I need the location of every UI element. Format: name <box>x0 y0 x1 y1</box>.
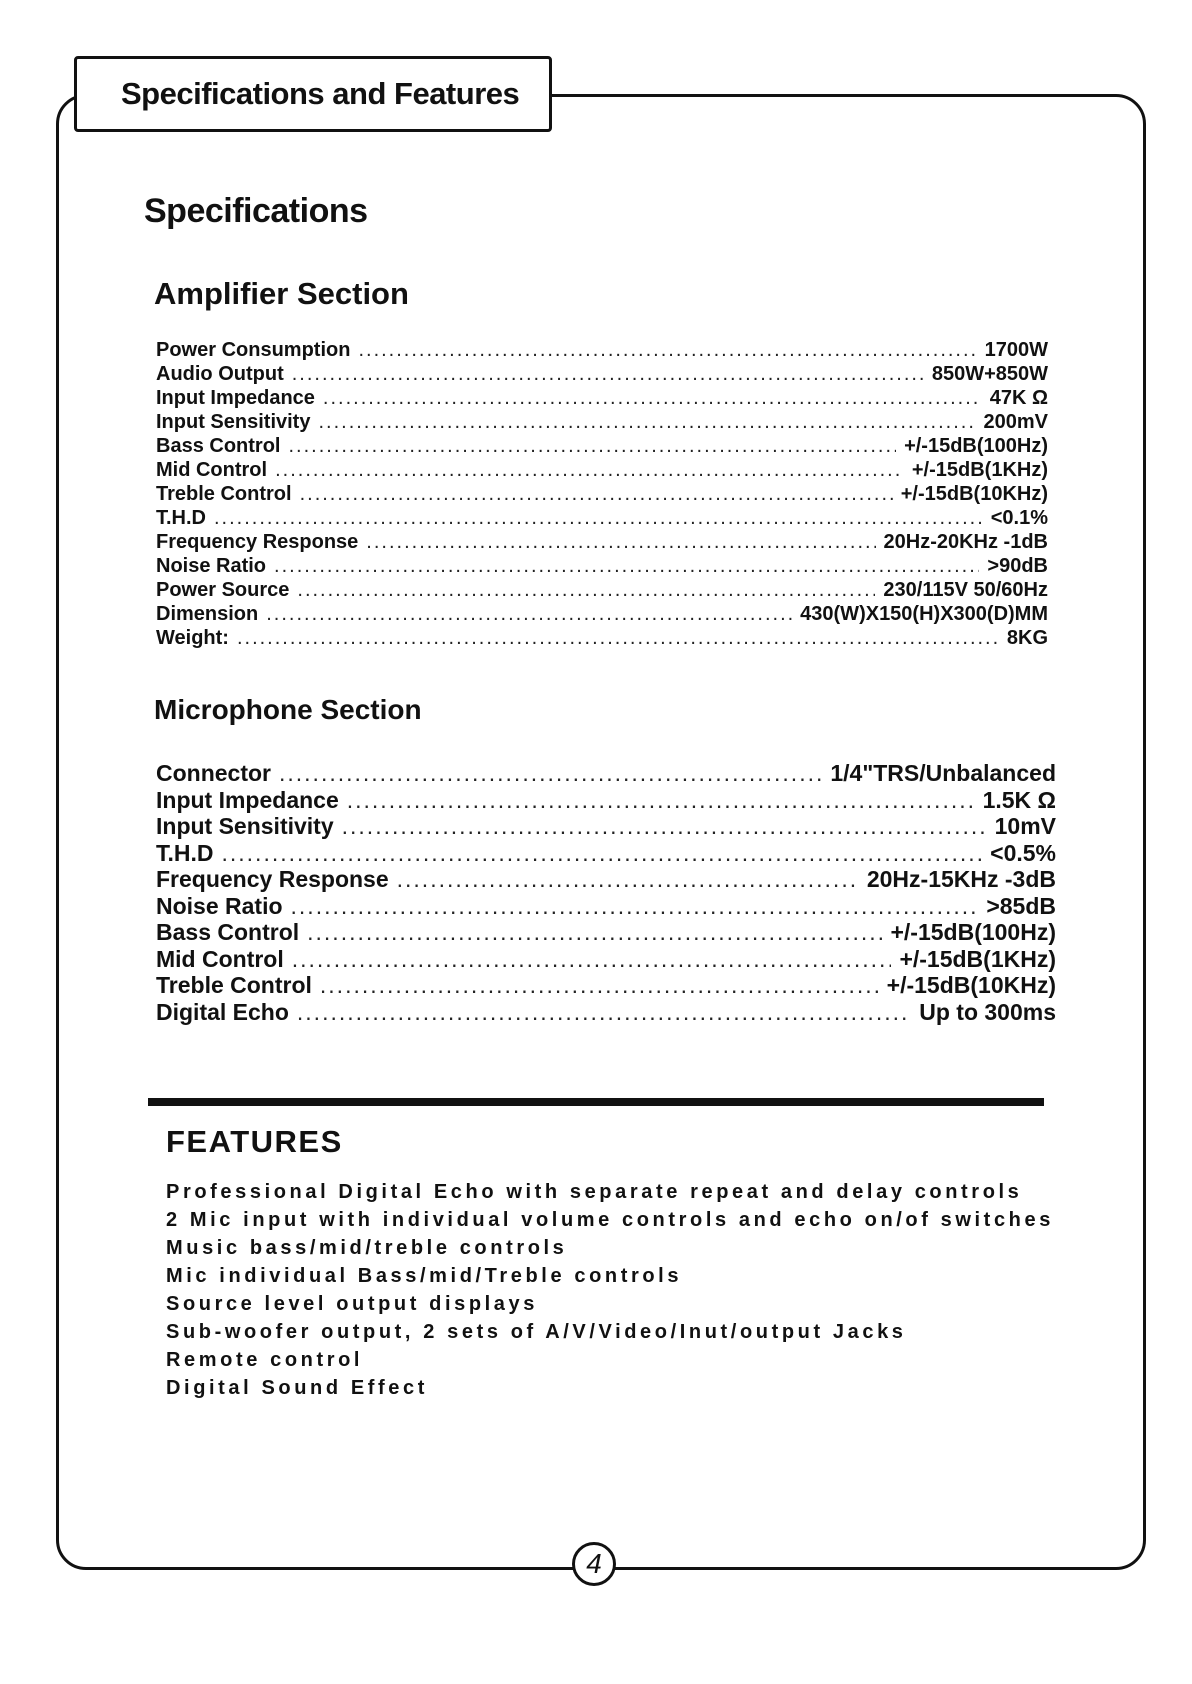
spec-value: +/-15dB(1KHz) <box>899 945 1056 972</box>
feature-item: Music bass/mid/treble controls <box>166 1237 568 1259</box>
leader-dots <box>397 866 859 893</box>
spec-label: Noise Ratio <box>156 555 267 577</box>
spec-row <box>156 946 1056 973</box>
spec-row <box>156 410 1048 434</box>
spec-label: Mid Control <box>156 945 284 972</box>
spec-value: 430(W)X150(H)X300(D)MM <box>800 603 1048 625</box>
microphone-section-title: Microphone Section <box>154 694 422 725</box>
leader-dots <box>291 893 979 920</box>
spec-row <box>156 866 1056 893</box>
leader-dots <box>214 506 983 530</box>
spec-row <box>156 787 1056 814</box>
leader-dots <box>297 578 875 602</box>
spec-value: +/-15dB(10KHz) <box>900 483 1048 505</box>
spec-value: 1.5K Ω <box>982 786 1056 813</box>
leader-dots <box>320 972 879 999</box>
spec-label: Input Impedance <box>156 786 339 813</box>
spec-row <box>156 626 1048 650</box>
spec-value: Up to 300ms <box>919 998 1056 1025</box>
spec-row <box>156 458 1048 482</box>
spec-value: +/-15dB(100Hz) <box>904 435 1048 457</box>
leader-dots <box>292 946 892 973</box>
spec-row <box>156 338 1048 362</box>
spec-row <box>156 972 1056 999</box>
spec-value: 230/115V 50/60Hz <box>883 579 1048 601</box>
spec-row <box>156 760 1056 787</box>
spec-value: 10mV <box>994 813 1056 839</box>
feature-item: Sub-woofer output, 2 sets of A/V/Video/Inut/output Jacks <box>166 1321 907 1343</box>
spec-value: 20Hz-20KHz -1dB <box>883 531 1048 553</box>
feature-item: 2 Mic input with individual volume controls and echo on/of switches <box>166 1209 1054 1231</box>
spec-label: Bass Control <box>156 919 300 945</box>
spec-label: Input Impedance <box>156 387 315 409</box>
spec-row <box>156 999 1056 1026</box>
spec-value: +/-15dB(10KHz) <box>886 972 1056 998</box>
specifications-title: Specifications <box>144 192 368 230</box>
spec-row <box>156 602 1048 626</box>
leader-dots <box>347 787 975 814</box>
spec-value: <0.1% <box>990 507 1048 529</box>
leader-dots <box>275 458 904 482</box>
spec-label: Audio Output <box>156 363 284 385</box>
leader-dots <box>266 602 792 626</box>
spec-label: Power Consumption <box>156 339 351 361</box>
header-tab-title: Specifications and Features <box>121 76 520 111</box>
spec-row <box>156 434 1048 458</box>
spec-row <box>156 554 1048 578</box>
spec-row <box>156 893 1056 920</box>
spec-value: 200mV <box>983 411 1048 433</box>
leader-dots <box>237 626 999 650</box>
spec-label: T.H.D <box>156 507 206 529</box>
leader-dots <box>342 813 987 840</box>
spec-label: Input Sensitivity <box>156 411 311 433</box>
leader-dots <box>279 760 822 787</box>
spec-value: 1700W <box>984 339 1048 361</box>
leader-dots <box>366 530 875 554</box>
spec-label: Mid Control <box>156 459 268 481</box>
spec-label: Treble Control <box>156 972 312 998</box>
feature-item: Digital Sound Effect <box>166 1377 428 1399</box>
spec-label: Frequency Response <box>156 866 389 892</box>
features-list <box>166 1178 1054 1402</box>
spec-label: Connector <box>156 760 271 786</box>
feature-item: Professional Digital Echo with separate repeat and delay controls <box>166 1181 1023 1203</box>
spec-row <box>156 482 1048 506</box>
spec-label: Digital Echo <box>156 998 289 1025</box>
feature-item: Mic individual Bass/mid/Treble controls <box>166 1265 683 1287</box>
spec-value: 20Hz-15KHz -3dB <box>866 866 1056 892</box>
spec-value: 8KG <box>1006 627 1048 649</box>
leader-dots <box>297 999 911 1026</box>
spec-row <box>156 386 1048 410</box>
spec-value: >90dB <box>987 555 1048 577</box>
spec-value: 47K Ω <box>989 387 1048 409</box>
leader-dots <box>292 362 924 386</box>
amplifier-section-title: Amplifier Section <box>154 276 409 311</box>
spec-label: Frequency Response <box>156 531 359 553</box>
spec-label: Dimension <box>156 603 259 625</box>
spec-row <box>156 919 1056 946</box>
spec-row <box>156 530 1048 554</box>
feature-item: Source level output displays <box>166 1293 538 1315</box>
leader-dots <box>222 840 983 867</box>
section-divider <box>148 1098 1044 1106</box>
leader-dots <box>300 482 893 506</box>
spec-value: <0.5% <box>990 839 1056 866</box>
amplifier-spec-list <box>156 338 1048 650</box>
spec-label: Treble Control <box>156 483 292 505</box>
spec-value: 1/4"TRS/Unbalanced <box>830 760 1056 786</box>
spec-row <box>156 840 1056 867</box>
spec-label: T.H.D <box>156 839 214 866</box>
spec-row <box>156 578 1048 602</box>
spec-label: Noise Ratio <box>156 892 283 919</box>
spec-row <box>156 506 1048 530</box>
page-number: 4 <box>572 1542 616 1586</box>
spec-value: +/-15dB(100Hz) <box>890 919 1056 945</box>
leader-dots <box>323 386 982 410</box>
features-title: FEATURES <box>166 1124 343 1159</box>
leader-dots <box>274 554 979 578</box>
spec-value: >85dB <box>986 892 1056 919</box>
spec-row <box>156 813 1056 840</box>
spec-row <box>156 362 1048 386</box>
leader-dots <box>318 410 975 434</box>
header-tab <box>74 56 552 132</box>
spec-label: Bass Control <box>156 435 281 457</box>
spec-label: Input Sensitivity <box>156 813 334 839</box>
leader-dots <box>288 434 896 458</box>
spec-value: 850W+850W <box>931 363 1048 385</box>
feature-item: Remote control <box>166 1349 364 1371</box>
leader-dots <box>307 919 882 946</box>
spec-label: Weight: <box>156 627 229 649</box>
spec-value: +/-15dB(1KHz) <box>911 459 1048 481</box>
microphone-spec-list <box>156 760 1056 1025</box>
leader-dots <box>358 338 976 362</box>
spec-label: Power Source <box>156 579 290 601</box>
